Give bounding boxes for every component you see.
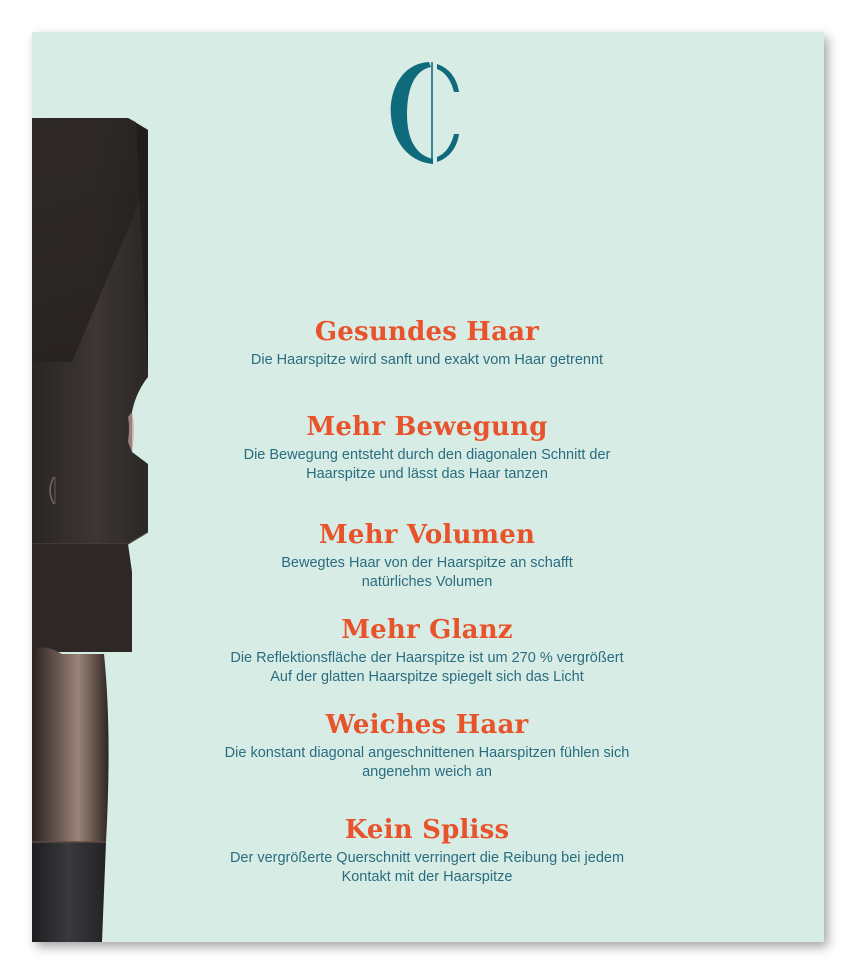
feature-title: Mehr Glanz bbox=[341, 615, 513, 645]
feature-kein-spliss bbox=[142, 814, 712, 886]
feature-text: Bewegtes Haar von der Haarspitze an schafft natürliches Volumen bbox=[281, 555, 573, 590]
feature-weiches-haar bbox=[142, 709, 712, 781]
feature-text: Die Reflektionsfläche der Haarspitze ist um 270 % vergrößert Auf der glatten Haarspitze spiegelt sich das Licht bbox=[230, 650, 624, 685]
feature-title: Weiches Haar bbox=[325, 710, 529, 740]
feature-text: Die Haarspitze wird sanft und exakt vom Haar getrennt bbox=[250, 352, 604, 368]
feature-mehr-glanz bbox=[142, 614, 712, 686]
feature-title: Gesundes Haar bbox=[314, 317, 540, 347]
feature-title: Kein Spliss bbox=[344, 815, 510, 845]
feature-mehr-bewegung bbox=[142, 411, 712, 483]
feature-text: Die Bewegung entsteht durch den diagonalen Schnitt der Haarspitze und lässt das Haar tanzen bbox=[243, 447, 611, 482]
scissors-product-image bbox=[32, 32, 162, 942]
brochure-page bbox=[32, 32, 824, 942]
brand-c-icon bbox=[387, 58, 467, 168]
feature-title: Mehr Volumen bbox=[318, 520, 536, 550]
feature-text: Die konstant diagonal angeschnittenen Haarspitzen fühlen sich angenehm weich an bbox=[224, 745, 630, 780]
feature-text: Der vergrößerte Querschnitt verringert die Reibung bei jedem Kontakt mit der Haarspitze bbox=[229, 850, 625, 885]
feature-title: Mehr Bewegung bbox=[306, 412, 548, 442]
feature-mehr-volumen bbox=[142, 519, 712, 591]
feature-gesundes-haar bbox=[142, 316, 712, 370]
